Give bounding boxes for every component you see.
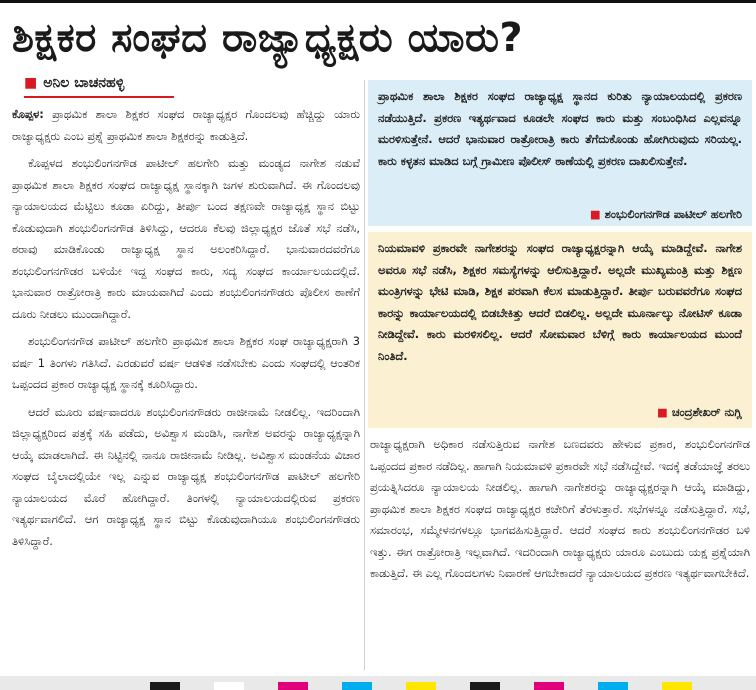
print-swatch [406, 682, 436, 690]
article-paragraph: ಶಂಭುಲಿಂಗನಗೌಡ ಪಾಟೀಲ್ ಹಲಗೇರಿ ಪ್ರಾಥಮಿಕ ಶಾಲಾ ಶಿಕ್ಷಕರ ಸಂಘ ರಾಜ್ಯಾಧ್ಯಕ್ಷರಾಗಿ 3 ವರ್ಷ 1 ತಿಂಗಳು ಗತಿಸಿದೆ. ಎರಡುವರೆ ವರ್ಷ ಆಡಳಿತ ನಡೆಸಬೇಕು ಎಂದು ಸಂಘದಲ್ಲಿ ಆಂತರಿಕ ಒಪ್ಪಂದದ ಪ್ರಕಾರ ರಾಜ್ಯಾಧ್ಯಕ್ಷ ಸ್ಥಾನಕ್ಕೆ ಕೂರಿಸಿದ್ದಾರು. [12, 334, 360, 391]
print-swatch [534, 682, 564, 690]
article-paragraph: ಕೊಪ್ಪಳದ ಶಂಭುಲಿಂಗನಗೌಡ ಪಾಟೀಲ್ ಹಲಗೇರಿ ಮತ್ತು ಮಂಡ್ಯದ ನಾಗೇಶ ನಡುವೆ ಪ್ರಾಥಮಿಕ ಶಾಲಾ ಶಿಕ್ಷಕರ ಸಂಘದ ರಾಜ್ಯಾಧ್ಯಕ್ಷ ಸ್ಥಾನಕ್ಕಾಗಿ ಜಗಳ ಶುರುವಾಗಿದೆ. ಈ ಗೊಂದಲವು ನ್ಯಾಯಾಲಯದ ಮೆಟ್ಟಿಲು ಕೂಡಾ ಏರಿದ್ದು, ತೀರ್ಪು ಬಂದ ತಕ್ಷಣವೇ ರಾಜ್ಯಾಧ್ಯಕ್ಷ ಸ್ಥಾನ ಬಿಟ್ಟು ಕೊಡುವುದಾಗಿ ಶಂಭುಲಿಂಗನಗೌಡ ತಿಳಿಸಿದ್ದು, ಆದರೂ ಕೆಲವು ಜಿಲ್ಲಾಧ್ಯಕ್ಷರ ಜೊತೆ ಸಭೆ ನಡೆಸಿ, ಠರಾವು ಮಾಡಿಕೊಂಡು ರಾಜ್ಯಾಧ್ಯಕ್ಷ ಸ್ಥಾನ ಅಲಂಕರಿಸಿದ್ದಾರೆ. ಭಾನುವಾರದವರೆಗೂ ಶಂಭುಲಿಂಗನಗೌಡರ ಬಳಿಯೇ ಇದ್ದ ಸಂಘದ ಕಾರು, ಸದ್ಯ ಸಂಘದ ಕಾರ್ಯಾಲಯದಲ್ಲಿದೆ. ಭಾನುವಾರ ರಾತ್ರೋರಾತ್ರಿ ಕಾರು ಮಾಯವಾಗಿದೆ ಎಂದು ಶಂಭುಲಿಂಗನಗೌಡರು ಪೊಲೀಸ ಠಾಣೆಗೆ ದೂರು ನೀಡಲು ಮುಂದಾಗಿದ್ದಾರೆ. [12, 156, 360, 321]
signature-marker-icon: ■ [589, 207, 601, 221]
byline-underline [24, 96, 174, 98]
quote-text: ನಿಯಮಾವಳಿ ಪ್ರಕಾರವೇ ನಾಗೇಶರನ್ನು ಸಂಘದ ರಾಜ್ಯಾಧ್ಯಕ್ಷರನ್ನಾಗಿ ಆಯ್ಕೆ ಮಾಡಿದ್ದೇವೆ. ನಾಗೇಶ ಅವರೂ ಸಭೆ ನಡೆಸಿ, ಶಿಕ್ಷಕರ ಸಮಸ್ಯೆಗಳನ್ನು ಆಲಿಸುತ್ತಿದ್ದಾರೆ. ಅಲ್ಲದೇ ಮುಖ್ಯಮಂತ್ರಿ ಮತ್ತು ಶಿಕ್ಷಣ ಮಂತ್ರಿಗಳನ್ನು ಭೇಟಿ ಮಾಡಿ, ಶಿಕ್ಷಕ ಪರವಾಗಿ ಕೆಲಸ ಮಾಡುತ್ತಿದ್ದಾರೆ. ತೀರ್ಪು ಬರುವವರೆಗೂ ಸಂಘದ ಕಾರನ್ನು ಕಾರ್ಯಾಲಯದಲ್ಲಿ ಬಿಡಬೇಕಿತ್ತು ಆದರೆ ಬಿಡಲಿಲ್ಲ. ಅಲ್ಲದೇ ಮೂರ್ನಾಲ್ಕು ನೋಟಿಸ್ ಕೂಡಾ ನೀಡಿದ್ದೇವೆ. ಕಾರು ಮರಳಿಸಲಿಲ್ಲ. ಆದರೆ ಸೋಮವಾರ ಬೆಳಿಗ್ಗೆ ಕಾರು ಕಾರ್ಯಾಲಯದ ಮುಂದೆ ನಿಂತಿದೆ. [378, 241, 742, 363]
right-column [370, 434, 750, 662]
byline-marker-icon: ■ [24, 75, 38, 91]
left-column [12, 104, 360, 660]
dateline: ಕೊಪ್ಪಳ: [12, 107, 44, 121]
top-rule [0, 0, 756, 3]
quote-signature [657, 405, 742, 420]
article-headline: ಶಿಕ್ಷಕರ ಸಂಘದ ರಾಜ್ಯಾಧ್ಯಕ್ಷರು ಯಾರು? [12, 15, 524, 61]
quote-signature [590, 207, 742, 222]
article-paragraph: ರಾಜ್ಯಾಧ್ಯಕ್ಷರಾಗಿ ಅಧಿಕಾರ ನಡೆಸುತ್ತಿರುವ ನಾಗೇಶ ಬಣದವರು ಹೇಳುವ ಪ್ರಕಾರ, ಶಂಭುಲಿಂಗನಗೌಡ ಒಪ್ಪಂದದ ಪ್ರಕಾರ ನಡೆದಿಲ್ಲ. ಹಾಗಾಗಿ ನಿಯಮಾವಳಿ ಪ್ರಕಾರವೇ ಸಭೆ ನಡೆಸಿದ್ದೇವೆ. ಇದಕ್ಕೆ ತಡೆಯಾಜ್ಞೆ ತರಲು ಪ್ರಯತ್ನಿಸಿದರೂ ನ್ಯಾಯಾಲಯ ನೀಡಲಿಲ್ಲ. ಹಾಗಾಗಿ ನಾಗೇಶರನ್ನು ರಾಜ್ಯಾಧ್ಯಕ್ಷರನ್ನಾಗಿ ಆಯ್ಕೆ ಮಾಡಿದ್ದು, ಪ್ರಾಥಮಿಕ ಶಾಲಾ ಶಿಕ್ಷಕರ ಸಂಘದ ರಾಜ್ಯಾಧ್ಯಕ್ಷರ ಕಚೇರಿಗೆ ತೆರಳುತ್ತಾರೆ. ಸಭೆಗಳನ್ನೂ ನಡೆಸುತ್ತಿದ್ದಾರೆ. ಸಭೆ, ಸಮಾರಂಭ, ಸಮ್ಮೇಳನಗಳಲ್ಲೂ ಭಾಗವಹಿಸುತ್ತಿದ್ದಾರೆ. ಆದರೆ ಸಂಘದ ಕಾರು ಶಂಭುಲಿಂಗನಗೌಡರ ಬಳಿ ಇತ್ತು. ಈಗ ರಾತ್ರೋರಾತ್ರಿ ಇಲ್ಲವಾಗಿದೆ. ಇದರಿಂದಾಗಿ ರಾಜ್ಯಾಧ್ಯಕ್ಷರು ಯಾರೂ ಎಂಬುದು ಯಕ್ಷ ಪ್ರಶ್ನೆಯಾಗಿ ಕಾಡುತ್ತಿದೆ. ಈ ಎಲ್ಲ ಗೊಂದಲಗಳು ನಿವಾರಣೆ ಆಗಬೇಕಾದರೆ ನ್ಯಾಯಾಲಯದ ಪ್ರಕರಣ ಇತ್ಯರ್ಥವಾಗಬೇಕಿದೆ. [370, 437, 750, 580]
article-paragraph: ಆದರೆ ಮೂರು ವರ್ಷವಾದರೂ ಶಂಭುಲಿಂಗನಗೌಡರು ರಾಜೀನಾಮೆ ನೀಡಲಿಲ್ಲ. ಇದರಿಂದಾಗಿ ಜಿಲ್ಲಾಧ್ಯಕ್ಷರಿಂದ ಪತ್ರಕ್ಕೆ ಸಹಿ ಪಡೆದು, ಅವಿಶ್ವಾಸ ಮಂಡಿಸಿ, ನಾಗೇಶ ಅವರನ್ನು ರಾಜ್ಯಾಧ್ಯಕ್ಷನ್ನಾಗಿ ಆಯ್ಕೆ ಮಾಡಲಾಗಿದೆ. ಈ ನಿಟ್ಟಿನಲ್ಲಿ ನಾನೂ ರಾಜೀನಾಮೆ ನೀಡಿಲ್ಲ. ಅವಿಶ್ವಾಸ ಮಂಡನೆಯ ವಿಚಾರ ಸಂಘದ ಬೈಲಾದಲ್ಲಿಯೇ ಇಲ್ಲ ಎನ್ನುವ ರಾಜ್ಯಾಧ್ಯಕ್ಷ ಶಂಭುಲಿಂಗನಗೌಡ ಪಾಟೀಲ್ ಹಲಗೇರಿ ನ್ಯಾಯಾಲಯದ ಮೊರೆ ಹೋಗಿದ್ದಾರೆ. ತಿಂಗಳಲ್ಲಿ ನ್ಯಾಯಾಲಯದಲ್ಲಿರುವ ಪ್ರಕರಣ ಇತ್ಯರ್ಥವಾಗಲಿದೆ. ಆಗ ರಾಜ್ಯಾಧ್ಯಕ್ಷ ಸ್ಥಾನ ಬಿಟ್ಟು ಕೊಡುವುದಾಗಿಯೂ ಶಂಭುಲಿಂಗನಗೌಡರು ತಿಳಿಸಿದ್ದಾರೆ. [12, 404, 360, 548]
column-divider [364, 80, 365, 670]
article-paragraph [12, 104, 360, 147]
print-swatch [598, 682, 628, 690]
byline [24, 72, 344, 94]
signature-name: ಚಂದ್ರಶೇಖರ್ ನುಗ್ಲಿ [671, 405, 742, 419]
print-swatch [470, 682, 500, 690]
quote-box-shambhulinganagouda [368, 80, 752, 226]
paragraph-text: ಪ್ರಾಥಮಿಕ ಶಾಲಾ ಶಿಕ್ಷಕರ ಸಂಘದ ರಾಜ್ಯಾಧ್ಯಕ್ಷರ ಗೊಂದಲವು ಹೆಚ್ಚಿದ್ದು ಯಾರು ರಾಜ್ಯಾಧ್ಯಕ್ಷರು ಎಂಬ ಪ್ರಶ್ನೆ ಪ್ರಾಥಮಿಕ ಶಾಲಾ ಶಿಕ್ಷಕರನ್ನು ಕಾಡುತ್ತಿದೆ. [12, 107, 360, 143]
byline-author: ಅನಿಲ ಬಾಚನಹಳ್ಳಿ [43, 75, 125, 91]
print-swatch [150, 682, 180, 690]
signature-marker-icon: ■ [657, 405, 668, 419]
print-swatch [662, 682, 692, 690]
print-swatch [278, 682, 308, 690]
quote-box-chandrashekar [368, 232, 752, 428]
quote-text: ಪ್ರಾಥಮಿಕ ಶಾಲಾ ಶಿಕ್ಷಕರ ಸಂಘದ ರಾಜ್ಯಾಧ್ಯಕ್ಷ ಸ್ಥಾನದ ಕುರಿತು ನ್ಯಾಯಾಲಯದಲ್ಲಿ ಪ್ರಕರಣ ನಡೆಯುತ್ತಿದೆ. ಪ್ರಕರಣ ಇತ್ಯರ್ಥವಾದ ಕೂಡಲೇ ಸಂಘದ ಕಾರು ಮತ್ತು ಸಂಬಂಧಿಸಿದ ಎಲ್ಲವನ್ನೂ ಮರಳಿಸುತ್ತೇನೆ. ಆದರೆ ಭಾನುವಾರ ರಾತ್ರೋರಾತ್ರಿ ಕಾರು ತೆಗೆದುಕೊಂಡು ಹೋಗಿರುವುದು ಸರಿಯಲ್ಲ. ಕಾರು ಕಳ್ಳತನ ಮಾಡಿದ ಬಗ್ಗೆ ಗ್ರಾಮೀಣ ಪೊಲೀಸ್ ಠಾಣೆಯಲ್ಲಿ ಪ್ರಕರಣ ದಾಖಲಿಸುತ್ತೇನೆ. [378, 89, 742, 168]
print-swatch [342, 682, 372, 690]
print-registration-band [0, 676, 756, 690]
signature-name: ಶಂಭುಲಿಂಗನಗೌಡ ಪಾಟೀಲ್ ಹಲಗೇರಿ [604, 207, 742, 221]
print-swatch [214, 682, 244, 690]
